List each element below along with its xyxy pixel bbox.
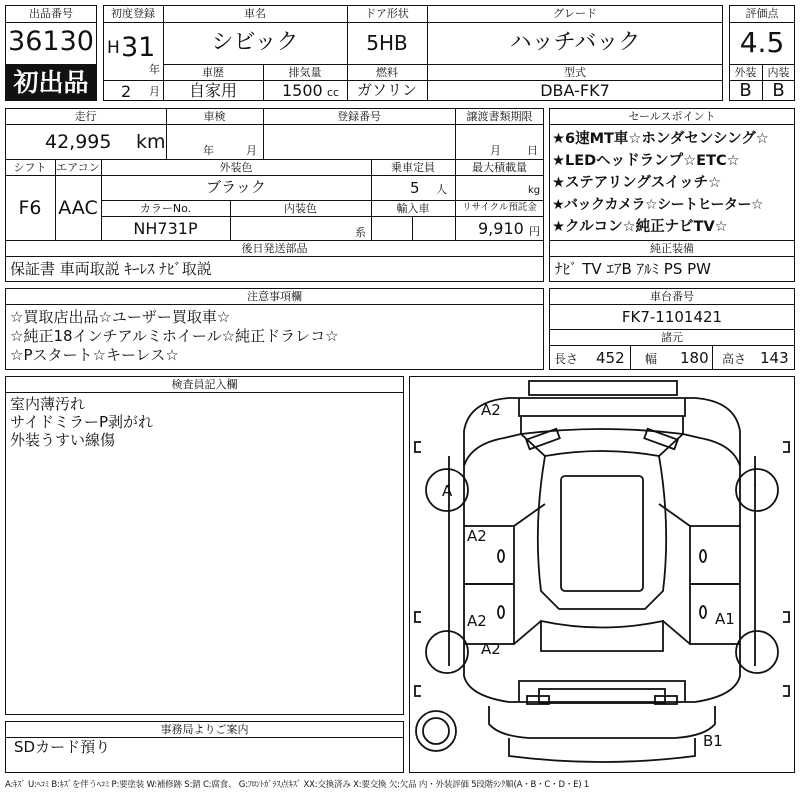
inspector-line: 室内薄汚れ (10, 395, 86, 413)
displacement-value: 1500 (282, 81, 323, 100)
mileage-label: 走行 (74, 110, 97, 123)
max-load-label: 最大積載量 (472, 161, 527, 174)
fuel-label: 燃料 (376, 66, 398, 79)
dims-length-label: 長さ (554, 352, 579, 366)
first-reg-month-unit: 月 (149, 85, 160, 98)
model-code-value: DBA-FK7 (540, 81, 610, 100)
model-code-label: 型式 (564, 66, 586, 79)
capacity-value: 5 (410, 179, 420, 197)
dims-length-value: 452 (596, 349, 625, 367)
car-name-label: 車名 (244, 7, 266, 20)
equipment-value: ﾅﾋﾞ TV ｴｱB ｱﾙﾐ PS PW (555, 260, 711, 278)
transfer-day-unit: 日 (527, 144, 538, 157)
notes-line: ☆純正18インチアルミホイール☆純正ドラレコ☆ (10, 327, 339, 345)
capacity-label: 乗車定員 (391, 161, 435, 174)
sales-point-line: ★バックカメラ☆シートヒーター☆ (552, 197, 764, 213)
transfer-month-unit: 月 (490, 144, 501, 157)
capacity-unit: 人 (436, 183, 447, 196)
dims-height-label: 高さ (722, 352, 747, 366)
door-label: ドア形状 (365, 7, 409, 20)
fuel-value: ガソリン (356, 81, 417, 99)
history-value: 自家用 (188, 81, 237, 100)
sales-point-line: ★LEDヘッドランプ☆ETC☆ (552, 153, 740, 169)
score-int-label: 内装 (767, 66, 790, 79)
dims-height-value: 143 (760, 349, 789, 367)
ext-color-label: 外装色 (219, 161, 253, 174)
score-value: 4.5 (739, 26, 785, 59)
score-ext-value: B (739, 80, 752, 101)
car-name-value: シビック (211, 30, 299, 55)
chassis-label: 車台番号 (650, 290, 694, 303)
later-parts-value: 保証書 車両取説 ｷｰﾚｽ ﾅﾋﾞ取説 (10, 260, 212, 278)
score-int-value: B (772, 80, 785, 101)
int-color-unit: 系 (355, 226, 366, 239)
sales-points-label: セールスポイント (628, 110, 716, 123)
score-label: 評価点 (745, 7, 779, 20)
dims-width-label: 幅 (645, 352, 658, 366)
recycle-label: リサイクル預託金 (462, 202, 537, 213)
dims-width-value: 180 (680, 349, 709, 367)
grade-value: ハッチバック (509, 30, 641, 55)
int-color-label: 内装色 (284, 202, 317, 215)
aircon-label: エアコン (56, 161, 100, 174)
car-diagram (409, 376, 795, 773)
first-reg-year: 31 (121, 32, 156, 63)
score-ext-label: 外装 (734, 66, 757, 79)
office-value: SDカード預り (14, 738, 111, 756)
color-no-label: カラーNo. (139, 202, 192, 215)
recycle-unit: 円 (529, 225, 540, 238)
dims-label: 諸元 (661, 331, 683, 344)
door-value: 5HB (366, 31, 408, 55)
lot-number: 36130 (8, 26, 94, 57)
lot-label: 出品番号 (29, 7, 73, 20)
sales-point-line: ★6速MT車☆ホンダセンシング☆ (552, 131, 769, 147)
max-load-unit: kg (528, 185, 541, 196)
recycle-value: 9,910 (478, 219, 524, 238)
transfer-label: 譲渡書類期限 (466, 110, 533, 123)
inspector-line: サイドミラーP剥がれ (10, 413, 153, 431)
notes-line: ☆買取店出品☆ユーザー買取車☆ (10, 308, 231, 326)
chassis-value: FK7-1101421 (621, 308, 723, 326)
ext-color-value: ブラック (206, 178, 266, 196)
damage-mark: B1 (703, 732, 723, 750)
first-reg-month: 2 (121, 82, 132, 101)
import-label: 輸入車 (396, 202, 430, 215)
grade-label: グレード (553, 7, 597, 20)
first-listing-badge: 初出品 (5, 64, 97, 101)
displacement-unit: cc (327, 86, 340, 99)
legend-text: A:ｷｽﾞ U:ﾍｺﾐ B:ｷｽﾞを伴うﾍｺﾐ P:要塗装 W:補修跡 S:錆 C:腐食、 G:ﾌﾛﾝﾄｶﾞﾗｽ点ｷｽﾞ XX:交換済み X:要交換 欠:欠品 内・外装評価 5段階ﾗﾝｸ順(A・B・C・D・E) 1 (5, 780, 590, 790)
later-parts-label: 後日発送部品 (241, 242, 308, 255)
damage-mark: A1 (715, 610, 735, 628)
first-reg-label: 初度登録 (111, 7, 155, 20)
notes-line: ☆Pスタート☆キーレス☆ (10, 346, 179, 364)
mileage-value: 42,995 (45, 131, 112, 153)
shift-label: シフト (13, 161, 47, 174)
shift-value: F6 (18, 197, 42, 219)
displacement-label: 排気量 (288, 66, 322, 79)
sales-point-line: ★ステアリングスイッチ☆ (552, 175, 722, 191)
equipment-label: 純正装備 (650, 242, 694, 255)
damage-mark: A2 (481, 640, 501, 658)
plate-label: 登録番号 (337, 110, 381, 123)
damage-mark: A2 (467, 612, 487, 630)
aircon-value: AAC (58, 197, 98, 219)
first-reg-era: H (107, 38, 120, 58)
mileage-unit: km (136, 131, 166, 153)
inspector-line: 外装うすい線傷 (10, 431, 116, 449)
sales-point-line: ★クルコン☆純正ナビTV☆ (552, 219, 728, 235)
inspection-label: 車検 (203, 110, 226, 123)
office-label: 事務局よりご案内 (160, 723, 249, 736)
inspection-year-unit: 年 (203, 144, 214, 157)
damage-mark: A (442, 482, 453, 500)
notes-label: 注意事項欄 (247, 290, 302, 303)
history-label: 車歴 (202, 66, 224, 79)
inspector-label: 検査員記入欄 (171, 378, 238, 391)
damage-mark: A2 (467, 527, 487, 545)
sales-points-list (552, 128, 794, 238)
damage-mark: A2 (481, 401, 501, 419)
first-reg-year-unit: 年 (149, 63, 160, 76)
inspection-month-unit: 月 (246, 144, 257, 157)
color-no-value: NH731P (133, 219, 198, 238)
